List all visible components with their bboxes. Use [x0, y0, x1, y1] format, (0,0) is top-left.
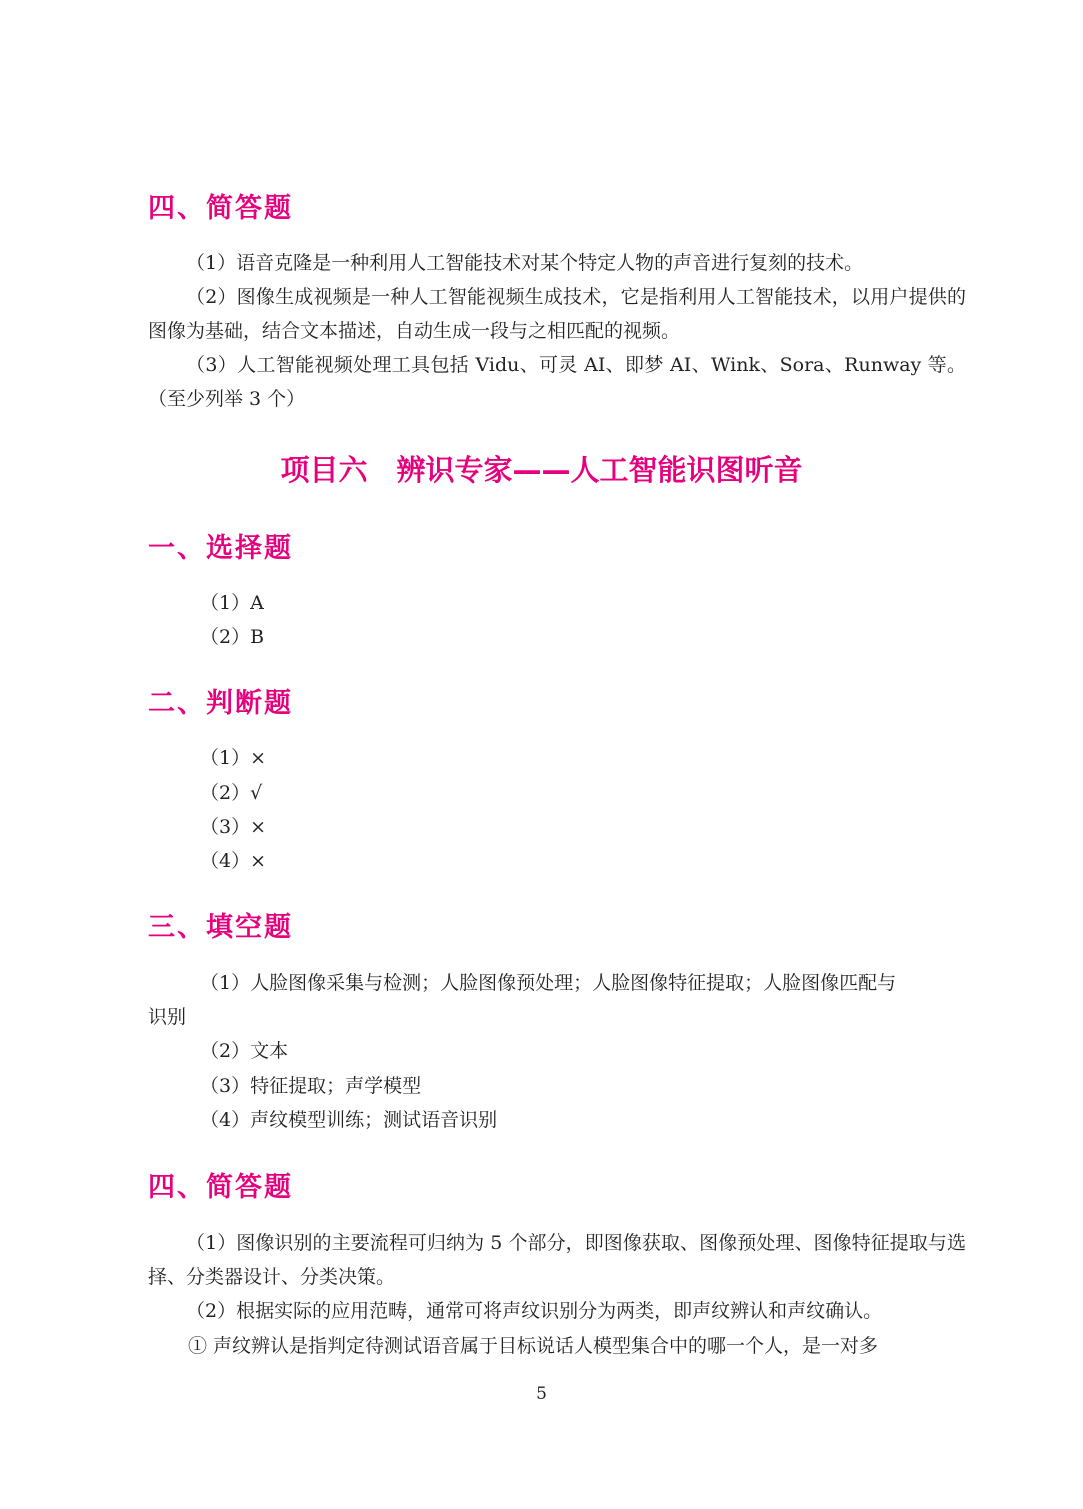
answer-line: ① 声纹辨认是指判定待测试语音属于目标说话人模型集合中的哪一个人，是一对多: [188, 1335, 879, 1357]
answer-paragraph: （1）图像识别的主要流程可归纳为 5 个部分，即图像获取、图像预处理、图像特征提取与选择、分类器设计、分类决策。: [148, 1232, 966, 1288]
project-title: 项目六 辨识专家——人工智能识图听音: [280, 453, 803, 487]
section-heading-judgement: 二、判断题: [148, 688, 293, 719]
answer-line: （2）文本: [200, 1040, 289, 1062]
answer-line: （2）B: [200, 626, 265, 648]
answer-line: （4）×: [200, 850, 267, 872]
answer-paragraph: （2）根据实际的应用范畴，通常可将声纹识别分为两类，即声纹辨认和声纹确认。: [186, 1300, 883, 1322]
section-heading-short-answer-prev: 四、简答题: [148, 193, 293, 224]
answer-line: （1）A: [200, 592, 264, 614]
section-heading-short-answer: 四、简答题: [148, 1172, 293, 1203]
answer-line: （1）×: [200, 747, 267, 769]
answer-line: （2）√: [200, 782, 263, 804]
answer-line: （4）声纹模型训练；测试语音识别: [200, 1109, 498, 1131]
answer-line: （3）特征提取；声学模型: [200, 1075, 422, 1097]
answer-paragraph: （2）图像生成视频是一种人工智能视频生成技术，它是指利用人工智能技术，以用户提供的图像为基础，结合文本描述，自动生成一段与之相匹配的视频。: [148, 286, 966, 342]
answer-line-continued: 识别: [148, 1006, 187, 1028]
section-heading-choice: 一、选择题: [148, 533, 293, 564]
section-heading-fill-blank: 三、填空题: [148, 912, 293, 943]
page-number: 5: [536, 1384, 547, 1404]
answer-line: （1）人脸图像采集与检测；人脸图像预处理；人脸图像特征提取；人脸图像匹配与: [200, 972, 897, 994]
answer-paragraph: （1）语音克隆是一种利用人工智能技术对某个特定人物的声音进行复刻的技术。: [186, 252, 864, 274]
answer-paragraph: （3）人工智能视频处理工具包括 Vidu、可灵 AI、即梦 AI、Wink、Sora、Runway 等。（至少列举 3 个）: [148, 354, 966, 410]
answer-line: （3）×: [200, 816, 267, 838]
